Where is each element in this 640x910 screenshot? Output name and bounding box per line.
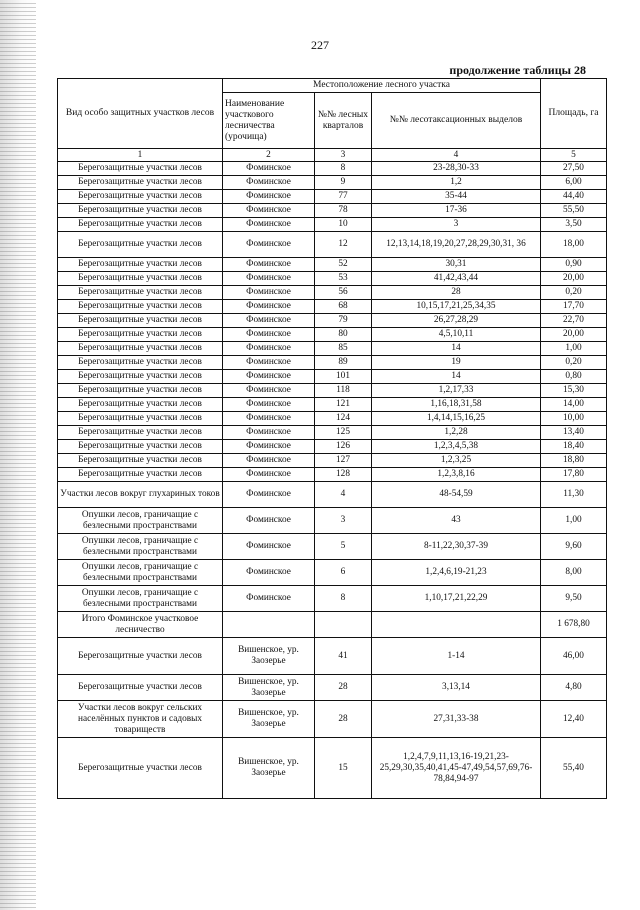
cell-kind: Берегозащитные участки лесов bbox=[58, 412, 223, 426]
cell-kind: Берегозащитные участки лесов bbox=[58, 258, 223, 272]
cell-plots: 1,2,17,33 bbox=[372, 384, 541, 398]
cell-kind: Берегозащитные участки лесов bbox=[58, 342, 223, 356]
cell-plots: 1,2,4,6,19-21,23 bbox=[372, 560, 541, 586]
cell-area: 55,50 bbox=[541, 204, 607, 218]
cell-kind: Участки лесов вокруг глухариных токов bbox=[58, 482, 223, 508]
cell-quarter: 10 bbox=[315, 218, 372, 232]
table-row bbox=[58, 300, 607, 314]
table-row bbox=[58, 356, 607, 370]
table-row bbox=[58, 258, 607, 272]
column-number: 3 bbox=[315, 149, 372, 162]
cell-forestry: Фоминское bbox=[223, 204, 315, 218]
cell-plots: 1,4,14,15,16,25 bbox=[372, 412, 541, 426]
cell-area: 0,80 bbox=[541, 370, 607, 384]
cell-quarter: 12 bbox=[315, 232, 372, 258]
cell-area: 10,00 bbox=[541, 412, 607, 426]
cell-kind: Берегозащитные участки лесов bbox=[58, 638, 223, 675]
cell-kind: Берегозащитные участки лесов bbox=[58, 675, 223, 701]
header-forestry: Наименование участкового лесничества (урочища) bbox=[223, 93, 315, 149]
cell-area: 1,00 bbox=[541, 342, 607, 356]
cell-area: 4,80 bbox=[541, 675, 607, 701]
table-row bbox=[58, 454, 607, 468]
column-number: 5 bbox=[541, 149, 607, 162]
cell-kind: Берегозащитные участки лесов bbox=[58, 314, 223, 328]
cell-kind: Опушки лесов, граничащие с безлесными пространствами bbox=[58, 534, 223, 560]
cell-plots: 1,2,3,25 bbox=[372, 454, 541, 468]
cell-kind: Итого Фоминское участковое лесничество bbox=[58, 612, 223, 638]
cell-forestry: Вишенское, ур. Заозерье bbox=[223, 638, 315, 675]
cell-kind: Опушки лесов, граничащие с безлесными пространствами bbox=[58, 508, 223, 534]
cell-forestry: Фоминское bbox=[223, 454, 315, 468]
cell-area: 18,00 bbox=[541, 232, 607, 258]
cell-plots: 1,2,3,4,5,38 bbox=[372, 440, 541, 454]
header-quarters: №№ лесных кварталов bbox=[315, 93, 372, 149]
table-row bbox=[58, 508, 607, 534]
cell-plots: 1,16,18,31,58 bbox=[372, 398, 541, 412]
header-location-group: Местоположение лесного участка bbox=[223, 79, 541, 93]
cell-kind: Берегозащитные участки лесов bbox=[58, 738, 223, 799]
cell-plots: 1,2,3,8,16 bbox=[372, 468, 541, 482]
table-row bbox=[58, 232, 607, 258]
cell-forestry: Фоминское bbox=[223, 508, 315, 534]
cell-forestry: Фоминское bbox=[223, 232, 315, 258]
cell-forestry: Фоминское bbox=[223, 370, 315, 384]
cell-area: 15,30 bbox=[541, 384, 607, 398]
cell-area: 44,40 bbox=[541, 190, 607, 204]
cell-forestry: Фоминское bbox=[223, 314, 315, 328]
cell-quarter: 52 bbox=[315, 258, 372, 272]
cell-kind: Берегозащитные участки лесов bbox=[58, 176, 223, 190]
cell-forestry: Вишенское, ур. Заозерье bbox=[223, 675, 315, 701]
cell-area: 55,40 bbox=[541, 738, 607, 799]
cell-quarter: 8 bbox=[315, 162, 372, 176]
cell-quarter: 127 bbox=[315, 454, 372, 468]
cell-forestry: Фоминское bbox=[223, 218, 315, 232]
cell-area: 46,00 bbox=[541, 638, 607, 675]
table-row bbox=[58, 638, 607, 675]
cell-area: 12,40 bbox=[541, 701, 607, 738]
cell-area: 3,50 bbox=[541, 218, 607, 232]
cell-kind: Берегозащитные участки лесов bbox=[58, 468, 223, 482]
cell-forestry: Фоминское bbox=[223, 356, 315, 370]
cell-forestry: Фоминское bbox=[223, 398, 315, 412]
cell-quarter: 78 bbox=[315, 204, 372, 218]
cell-plots: 1,2,28 bbox=[372, 426, 541, 440]
header-column-numbers bbox=[58, 149, 607, 162]
cell-kind: Берегозащитные участки лесов bbox=[58, 300, 223, 314]
cell-forestry: Фоминское bbox=[223, 272, 315, 286]
cell-quarter: 128 bbox=[315, 468, 372, 482]
cell-quarter: 85 bbox=[315, 342, 372, 356]
cell-kind: Берегозащитные участки лесов bbox=[58, 440, 223, 454]
cell-plots: 14 bbox=[372, 370, 541, 384]
table-row bbox=[58, 286, 607, 300]
cell-area: 0,20 bbox=[541, 356, 607, 370]
cell-quarter: 126 bbox=[315, 440, 372, 454]
table-row bbox=[58, 176, 607, 190]
cell-forestry: Фоминское bbox=[223, 482, 315, 508]
cell-quarter: 77 bbox=[315, 190, 372, 204]
cell-forestry: Фоминское bbox=[223, 342, 315, 356]
cell-quarter bbox=[315, 612, 372, 638]
table-row bbox=[58, 560, 607, 586]
table-row bbox=[58, 482, 607, 508]
table-row bbox=[58, 342, 607, 356]
cell-kind: Берегозащитные участки лесов bbox=[58, 272, 223, 286]
table-row bbox=[58, 586, 607, 612]
cell-plots: 27,31,33-38 bbox=[372, 701, 541, 738]
table-row bbox=[58, 412, 607, 426]
cell-quarter: 8 bbox=[315, 586, 372, 612]
cell-area: 13,40 bbox=[541, 426, 607, 440]
cell-forestry: Фоминское bbox=[223, 162, 315, 176]
header-kind: Вид особо защитных участков лесов bbox=[58, 79, 223, 149]
header-plots: №№ лесотаксационных выделов bbox=[372, 93, 541, 149]
cell-area: 0,20 bbox=[541, 286, 607, 300]
table-row bbox=[58, 701, 607, 738]
table-row bbox=[58, 218, 607, 232]
cell-area: 9,50 bbox=[541, 586, 607, 612]
cell-forestry: Фоминское bbox=[223, 412, 315, 426]
cell-plots: 19 bbox=[372, 356, 541, 370]
cell-forestry: Фоминское bbox=[223, 440, 315, 454]
table-row bbox=[58, 162, 607, 176]
cell-area: 18,40 bbox=[541, 440, 607, 454]
cell-area: 17,80 bbox=[541, 468, 607, 482]
cell-plots: 14 bbox=[372, 342, 541, 356]
cell-kind: Берегозащитные участки лесов bbox=[58, 232, 223, 258]
cell-area: 9,60 bbox=[541, 534, 607, 560]
table-row bbox=[58, 272, 607, 286]
cell-plots: 8-11,22,30,37-39 bbox=[372, 534, 541, 560]
cell-plots: 48-54,59 bbox=[372, 482, 541, 508]
cell-kind: Берегозащитные участки лесов bbox=[58, 454, 223, 468]
cell-plots bbox=[372, 612, 541, 638]
cell-plots: 1,2,4,7,9,11,13,16-19,21,23-25,29,30,35,40,41,45-47,49,54,57,69,76-78,84,94-97 bbox=[372, 738, 541, 799]
cell-area: 17,70 bbox=[541, 300, 607, 314]
cell-kind: Участки лесов вокруг сельских населённых пунктов и садовых товариществ bbox=[58, 701, 223, 738]
cell-kind: Берегозащитные участки лесов bbox=[58, 190, 223, 204]
cell-forestry: Фоминское bbox=[223, 586, 315, 612]
table-row bbox=[58, 612, 607, 638]
cell-quarter: 89 bbox=[315, 356, 372, 370]
cell-quarter: 56 bbox=[315, 286, 372, 300]
table-continuation-label: продолжение таблицы 28 bbox=[449, 63, 586, 77]
cell-kind: Берегозащитные участки лесов bbox=[58, 328, 223, 342]
cell-plots: 41,42,43,44 bbox=[372, 272, 541, 286]
table-row bbox=[58, 440, 607, 454]
scan-edge-shadow bbox=[0, 0, 36, 910]
cell-area: 1,00 bbox=[541, 508, 607, 534]
cell-quarter: 53 bbox=[315, 272, 372, 286]
column-number: 4 bbox=[372, 149, 541, 162]
cell-area: 20,00 bbox=[541, 272, 607, 286]
cell-quarter: 125 bbox=[315, 426, 372, 440]
cell-quarter: 118 bbox=[315, 384, 372, 398]
cell-area: 8,00 bbox=[541, 560, 607, 586]
cell-forestry: Фоминское bbox=[223, 426, 315, 440]
cell-plots: 1,10,17,21,22,29 bbox=[372, 586, 541, 612]
cell-plots: 1,2 bbox=[372, 176, 541, 190]
cell-forestry: Фоминское bbox=[223, 560, 315, 586]
table-row bbox=[58, 426, 607, 440]
protective-forest-table bbox=[57, 78, 607, 799]
cell-forestry: Фоминское bbox=[223, 176, 315, 190]
cell-quarter: 28 bbox=[315, 675, 372, 701]
cell-area: 1 678,80 bbox=[541, 612, 607, 638]
cell-forestry: Фоминское bbox=[223, 258, 315, 272]
cell-forestry: Фоминское bbox=[223, 286, 315, 300]
cell-area: 20,00 bbox=[541, 328, 607, 342]
cell-plots: 23-28,30-33 bbox=[372, 162, 541, 176]
cell-kind: Опушки лесов, граничащие с безлесными пространствами bbox=[58, 560, 223, 586]
cell-area: 18,80 bbox=[541, 454, 607, 468]
cell-area: 22,70 bbox=[541, 314, 607, 328]
cell-kind: Берегозащитные участки лесов bbox=[58, 398, 223, 412]
cell-forestry: Фоминское bbox=[223, 300, 315, 314]
cell-plots: 4,5,10,11 bbox=[372, 328, 541, 342]
column-number: 1 bbox=[58, 149, 223, 162]
cell-forestry: Фоминское bbox=[223, 384, 315, 398]
cell-plots: 30,31 bbox=[372, 258, 541, 272]
cell-kind: Берегозащитные участки лесов bbox=[58, 356, 223, 370]
cell-quarter: 68 bbox=[315, 300, 372, 314]
cell-plots: 28 bbox=[372, 286, 541, 300]
cell-plots: 1-14 bbox=[372, 638, 541, 675]
cell-plots: 35-44 bbox=[372, 190, 541, 204]
header-area: Площадь, га bbox=[541, 79, 607, 149]
table-row bbox=[58, 370, 607, 384]
cell-quarter: 28 bbox=[315, 701, 372, 738]
cell-quarter: 79 bbox=[315, 314, 372, 328]
table-row bbox=[58, 468, 607, 482]
table-row bbox=[58, 328, 607, 342]
cell-kind: Берегозащитные участки лесов bbox=[58, 384, 223, 398]
cell-quarter: 4 bbox=[315, 482, 372, 508]
cell-plots: 26,27,28,29 bbox=[372, 314, 541, 328]
table-row bbox=[58, 314, 607, 328]
cell-area: 0,90 bbox=[541, 258, 607, 272]
cell-kind: Берегозащитные участки лесов bbox=[58, 218, 223, 232]
cell-forestry: Вишенское, ур. Заозерье bbox=[223, 738, 315, 799]
table-header bbox=[58, 79, 607, 162]
table-row bbox=[58, 398, 607, 412]
cell-kind: Берегозащитные участки лесов bbox=[58, 204, 223, 218]
cell-forestry: Фоминское bbox=[223, 534, 315, 560]
cell-quarter: 121 bbox=[315, 398, 372, 412]
cell-quarter: 15 bbox=[315, 738, 372, 799]
cell-kind: Берегозащитные участки лесов bbox=[58, 162, 223, 176]
cell-area: 11,30 bbox=[541, 482, 607, 508]
table-row bbox=[58, 204, 607, 218]
page-number: 227 bbox=[311, 38, 329, 52]
cell-plots: 10,15,17,21,25,34,35 bbox=[372, 300, 541, 314]
table-row bbox=[58, 384, 607, 398]
cell-plots: 17-36 bbox=[372, 204, 541, 218]
cell-forestry: Фоминское bbox=[223, 190, 315, 204]
cell-plots: 3,13,14 bbox=[372, 675, 541, 701]
cell-kind: Берегозащитные участки лесов bbox=[58, 370, 223, 384]
cell-forestry: Фоминское bbox=[223, 328, 315, 342]
cell-kind: Берегозащитные участки лесов bbox=[58, 286, 223, 300]
cell-forestry: Фоминское bbox=[223, 468, 315, 482]
cell-quarter: 9 bbox=[315, 176, 372, 190]
table-row bbox=[58, 534, 607, 560]
cell-forestry: Вишенское, ур. Заозерье bbox=[223, 701, 315, 738]
cell-kind: Опушки лесов, граничащие с безлесными пространствами bbox=[58, 586, 223, 612]
cell-forestry bbox=[223, 612, 315, 638]
table-row bbox=[58, 675, 607, 701]
cell-quarter: 5 bbox=[315, 534, 372, 560]
table-row bbox=[58, 190, 607, 204]
cell-plots: 3 bbox=[372, 218, 541, 232]
cell-quarter: 6 bbox=[315, 560, 372, 586]
column-number: 2 bbox=[223, 149, 315, 162]
cell-area: 6,00 bbox=[541, 176, 607, 190]
cell-quarter: 41 bbox=[315, 638, 372, 675]
table-row bbox=[58, 738, 607, 799]
cell-quarter: 124 bbox=[315, 412, 372, 426]
cell-kind: Берегозащитные участки лесов bbox=[58, 426, 223, 440]
table-body bbox=[58, 162, 607, 799]
cell-quarter: 3 bbox=[315, 508, 372, 534]
cell-area: 14,00 bbox=[541, 398, 607, 412]
cell-quarter: 101 bbox=[315, 370, 372, 384]
cell-area: 27,50 bbox=[541, 162, 607, 176]
cell-plots: 12,13,14,18,19,20,27,28,29,30,31, 36 bbox=[372, 232, 541, 258]
cell-quarter: 80 bbox=[315, 328, 372, 342]
cell-plots: 43 bbox=[372, 508, 541, 534]
